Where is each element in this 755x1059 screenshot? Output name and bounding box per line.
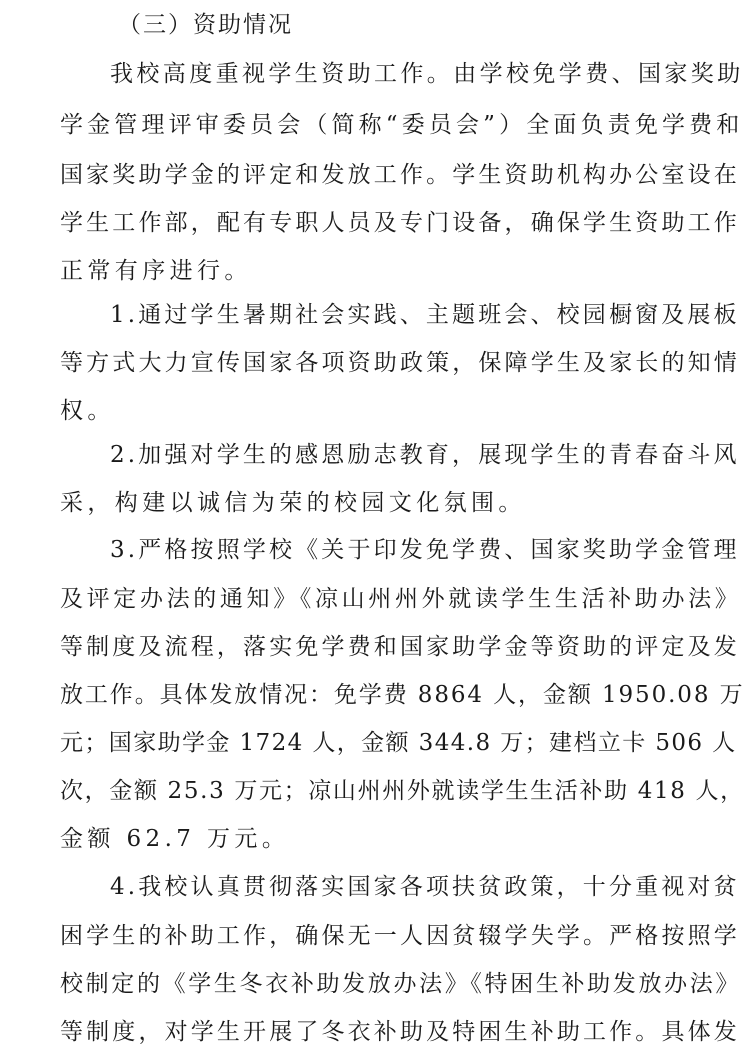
paragraph-2-line-1: 1.通过学生暑期社会实践、主题班会、校园橱窗及展板 — [110, 302, 740, 328]
paragraph-5-line-1: 4.我校认真贯彻落实国家各项扶贫政策，十分重视对贫 — [110, 874, 740, 900]
paragraph-1-line-4: 学生工作部，配有专职人员及专门设备，确保学生资助工作 — [60, 210, 740, 236]
paragraph-4-line-1: 3.严格按照学校《关于印发免学费、国家奖助学金管理 — [110, 537, 740, 563]
paragraph-1-line-5: 正常有序进行。 — [60, 258, 252, 284]
paragraph-4-line-4: 放工作。具体发放情况：免学费 8864 人，金额 1950.08 万 — [60, 682, 745, 708]
paragraph-1-line-2: 学金管理评审委员会（简称“委员会”）全面负责免学费和 — [60, 112, 744, 138]
paragraph-5-line-3: 校制定的《学生冬衣补助发放办法》《特困生补助发放办法》 — [60, 971, 742, 997]
paragraph-3-line-2: 采，构建以诚信为荣的校园文化氛围。 — [60, 490, 526, 516]
paragraph-5-line-4: 等制度，对学生开展了冬衣补助及特困生补助工作。具体发 — [60, 1019, 740, 1045]
paragraph-4-line-2: 及评定办法的通知》《凉山州州外就读学生生活补助办法》 — [60, 586, 742, 612]
section-heading: （三）资助情况 — [118, 12, 293, 38]
paragraph-2-line-3: 权。 — [60, 398, 115, 424]
paragraph-4-line-3: 等制度及流程，落实免学费和国家助学金等资助的评定及发 — [60, 634, 740, 660]
paragraph-4-line-7: 金额 62.7 万元。 — [60, 826, 290, 852]
paragraph-4-line-6: 次，金额 25.3 万元；凉山州州外就读学生生活补助 418 人， — [60, 778, 745, 804]
paragraph-4-line-5: 元；国家助学金 1724 人，金额 344.8 万；建档立卡 506 人 — [60, 730, 737, 756]
paragraph-3-line-1: 2.加强对学生的感恩励志教育，展现学生的青春奋斗风 — [110, 442, 740, 468]
paragraph-1-line-1: 我校高度重视学生资助工作。由学校免学费、国家奖助 — [110, 61, 744, 87]
paragraph-2-line-2: 等方式大力宣传国家各项资助政策，保障学生及家长的知情 — [60, 350, 740, 376]
paragraph-1-line-3: 国家奖助学金的评定和发放工作。学生资助机构办公室设在 — [60, 162, 740, 188]
paragraph-5-line-2: 困学生的补助工作，确保无一人因贫辍学失学。严格按照学 — [60, 923, 740, 949]
